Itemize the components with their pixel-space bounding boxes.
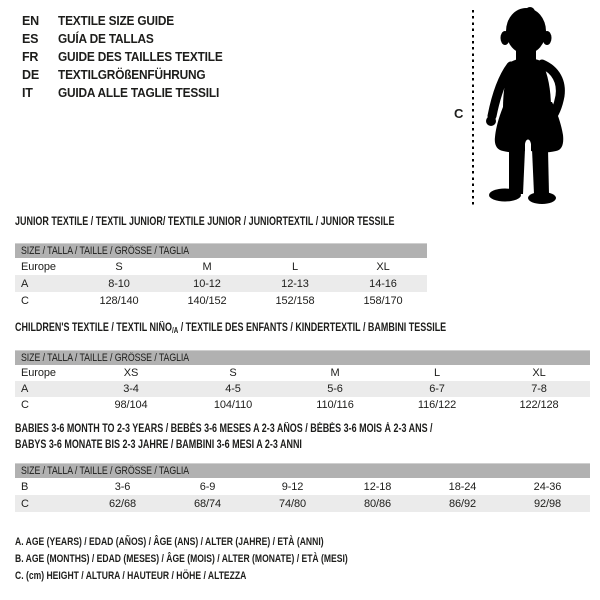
baby-silhouette (478, 4, 578, 206)
size-table-header: SIZE / TALLA / TAILLE / GRÖSSE / TAGLIA (15, 350, 590, 365)
table-cell: 5-6 (327, 383, 343, 395)
lang-row (22, 84, 231, 102)
section-title-junior: JUNIOR TEXTILE / TEXTIL JUNIOR/ TEXTILE JUNIOR / JUNIORTEXTIL / JUNIOR TESSILE (15, 216, 395, 228)
row-label: B (21, 480, 29, 493)
footnote-c: C. (cm) HEIGHT / ALTURA / HAUTEUR / HÖHE / ALTEZZA (15, 569, 247, 582)
table-cell: 92/98 (533, 497, 562, 510)
lang-code: EN (22, 14, 39, 28)
table-cell: 12-13 (281, 277, 309, 290)
table-cell: XL (532, 367, 546, 379)
table-cell: 8-10 (108, 277, 130, 290)
table-cell: 6-9 (199, 480, 216, 493)
lang-label: GUIDA ALLE TAGLIE TESSILI (58, 86, 220, 100)
lang-row (22, 66, 231, 84)
size-table-header: SIZE / TALLA / TAILLE / GRÖSSE / TAGLIA (15, 463, 590, 478)
table-cell: XS (123, 367, 139, 379)
table-cell: 14-16 (369, 277, 397, 290)
table-cell: 152/158 (275, 294, 315, 307)
table-cell: 18-24 (448, 480, 477, 493)
table-cell: 62/68 (108, 497, 137, 510)
table-cell: L (291, 260, 299, 273)
table-cell: 80/86 (363, 497, 392, 510)
table-cell: 7-8 (531, 383, 547, 395)
table-cell: 3-6 (114, 480, 131, 493)
row-label: Europe (21, 260, 56, 273)
table-cell: 86/92 (448, 497, 477, 510)
table-row (15, 397, 590, 413)
table-cell: 122/128 (519, 399, 559, 411)
row-label: C (21, 497, 29, 510)
table-cell: 3-4 (123, 383, 139, 395)
lang-label: TEXTILE SIZE GUIDE (58, 14, 175, 28)
table-cell: L (433, 367, 441, 379)
measure-label-c: C (454, 106, 464, 121)
table-cell: 116/122 (417, 399, 457, 411)
row-label: A (21, 277, 29, 290)
lang-code: ES (22, 32, 39, 46)
footnote-b: B. AGE (MONTHS) / EDAD (MESES) / ÂGE (MOIS) / ALTER (MONATE) / ETÀ (MESI) (15, 552, 348, 565)
junior-size-table (15, 243, 427, 309)
table-cell: 98/104 (114, 399, 148, 411)
table-cell: 12-18 (363, 480, 392, 493)
table-cell: 104/110 (213, 399, 253, 411)
row-label: Europe (21, 367, 56, 379)
lang-label: TEXTILGRÖßENFÜHRUNG (58, 68, 206, 82)
footnotes-block (15, 533, 442, 584)
table-row (15, 365, 590, 381)
height-measure-dotted-line (472, 10, 474, 208)
table-cell: 9-12 (281, 480, 304, 493)
table-row (15, 275, 427, 292)
section-title-children: CHILDREN'S TEXTILE / TEXTIL $NIÑO_{/A}$ / TEXTILE DES ENFANTS / KINDERTEXTIL / BAMBINI TESSILE (15, 322, 447, 335)
table-cell: 24-36 (533, 480, 562, 493)
footnote-a: A. AGE (YEARS) / EDAD (AÑOS) / ÂGE (ANS) / ALTER (JAHRE) / ETÀ (ANNI) (15, 535, 324, 548)
table-cell: XL (376, 260, 390, 273)
size-table-header: SIZE / TALLA / TAILLE / GRÖSSE / TAGLIA (15, 243, 427, 258)
lang-row (22, 48, 231, 66)
lang-code: FR (22, 50, 39, 64)
lang-row (22, 30, 231, 48)
table-row (15, 258, 427, 275)
table-cell: M (202, 260, 212, 273)
table-cell: 10-12 (193, 277, 221, 290)
row-label: A (21, 383, 29, 395)
table-cell: 140/152 (187, 294, 227, 307)
language-title-block (22, 12, 231, 102)
lang-label: GUÍA DE TALLAS (58, 32, 154, 46)
table-cell: 110/116 (316, 399, 354, 411)
table-row (15, 292, 427, 309)
table-cell: 128/140 (99, 294, 139, 307)
lang-row (22, 12, 231, 30)
section-title-babies: BABIES 3-6 MONTH TO 2-3 YEARS / BEBÉS 3-6 MESES A 2-3 AÑOS / BÉBÉS 3-6 MOIS À 2-3 ANS / BABYS 3-6 MONATE BIS 2-3 JAHRE / BAMBINI 3-6 MESI A 2-3 ANNI (15, 423, 433, 451)
table-cell: 74/80 (278, 497, 307, 510)
table-cell: 68/74 (193, 497, 222, 510)
table-cell: S (115, 260, 123, 273)
table-row (15, 381, 590, 397)
lang-label: GUIDE DES TAILLES TEXTILE (58, 50, 223, 64)
table-cell: 158/170 (363, 294, 403, 307)
lang-code: DE (22, 68, 39, 82)
lang-code: IT (22, 86, 33, 100)
table-cell: M (330, 367, 340, 379)
table-cell: S (229, 367, 237, 379)
row-label: C (21, 294, 29, 307)
table-cell: 4-5 (225, 383, 241, 395)
table-cell: 6-7 (429, 383, 445, 395)
children-size-table (15, 350, 590, 413)
babies-size-table (15, 463, 590, 512)
table-row (15, 478, 590, 495)
row-label: C (21, 399, 29, 411)
table-row (15, 495, 590, 512)
